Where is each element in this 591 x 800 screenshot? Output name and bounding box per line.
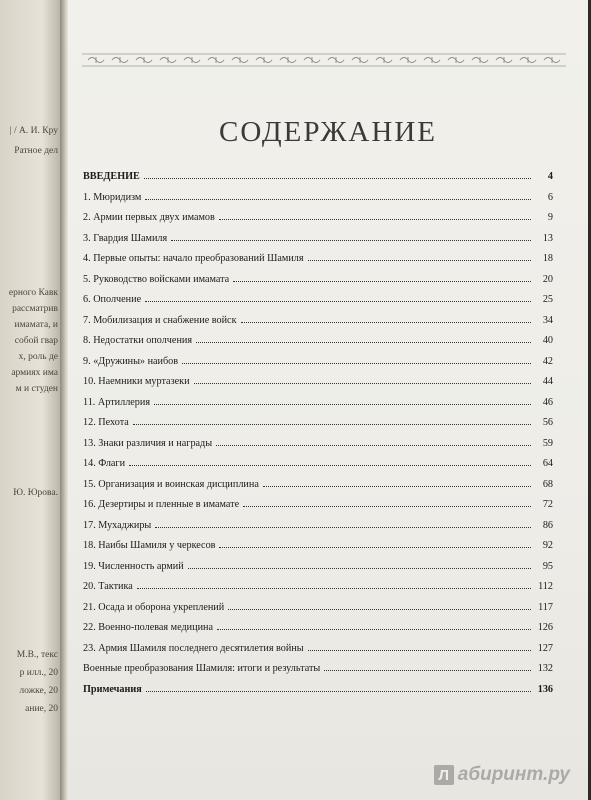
toc-entry-page-number: 112: [538, 581, 553, 592]
toc-entry-page-number: 9: [547, 212, 553, 223]
toc-entry-page-number: 86: [542, 519, 553, 531]
toc-entry-page-number: 72: [542, 499, 553, 510]
toc-leader-dots: [196, 342, 531, 343]
left-page-text-fragment: Ю. Юрова.: [13, 488, 58, 498]
toc-leader-dots: [216, 445, 531, 446]
ornament-motif: [112, 57, 128, 63]
toc-entry: [83, 681, 553, 695]
toc-entry-page-number: 18: [542, 253, 553, 264]
left-page-text-fragment: х, роль де: [18, 352, 58, 362]
toc-entry: [83, 619, 553, 633]
toc-entry: [83, 353, 553, 367]
toc-leader-dots: [324, 670, 531, 671]
ornament-motif: [256, 57, 272, 63]
watermark: [434, 764, 570, 786]
toc-entry-label: Примечания: [83, 683, 142, 695]
toc-entry-page-number: 13: [542, 232, 553, 244]
toc-entry-page-number: 95: [542, 560, 553, 572]
ornament-motif: [304, 57, 320, 63]
toc-entry: [83, 312, 553, 326]
ornament-motif: [376, 57, 392, 63]
toc-entry-page-number: 40: [542, 335, 553, 346]
toc-leader-dots: [154, 404, 531, 405]
toc-entry: [83, 168, 553, 182]
toc-entry-label: 7. Мобилизация и снабжение войск: [83, 314, 237, 326]
watermark-text: абиринт.ру: [457, 764, 570, 785]
toc-leader-dots: [182, 363, 531, 364]
toc-entry: [83, 578, 553, 592]
toc-leader-dots: [146, 691, 531, 692]
toc-entry-page-number: 42: [542, 355, 553, 367]
toc-leader-dots: [243, 506, 531, 507]
toc-leader-dots: [145, 199, 531, 200]
toc-entry: [83, 373, 553, 387]
toc-entry: [83, 189, 553, 203]
toc-entry-label: 5. Руководство войсками имамата: [83, 273, 230, 285]
toc-entry: [83, 250, 553, 264]
ornament-motif: [448, 57, 464, 63]
toc-entry-label: 13. Знаки различия и награды: [83, 437, 213, 449]
book-gutter: [60, 0, 68, 800]
toc-entry-label: 23. Армия Шамиля последнего десятилетия войны: [83, 642, 304, 654]
toc-leader-dots: [145, 301, 531, 302]
toc-leader-dots: [241, 322, 531, 323]
ornament-motif: [520, 57, 536, 63]
left-page-text-fragment: р илл., 20: [19, 668, 58, 678]
left-page-text-fragment: ание, 20: [25, 704, 58, 714]
toc-leader-dots: [144, 178, 531, 179]
toc-entry-label: 10. Наемники муртазеки: [83, 376, 190, 387]
toc-entry-page-number: 56: [542, 417, 553, 428]
left-page-text-fragment: рассматрив: [12, 304, 58, 314]
left-page-text-fragment: Ратное дел: [14, 146, 58, 156]
left-page-text-fragment: ерного Кавк: [8, 288, 58, 298]
left-page-text-fragment: м и студен: [15, 384, 58, 394]
toc-leader-dots: [308, 260, 531, 261]
toc-entry-page-number: 132: [537, 663, 553, 674]
toc-entry: [83, 660, 553, 674]
toc-entry: [83, 537, 553, 551]
toc-entry-page-number: 136: [537, 683, 553, 695]
toc-entry: [83, 230, 553, 244]
decorative-ornament-band: [82, 50, 566, 70]
toc-leader-dots: [217, 629, 531, 630]
ornament-motif: [184, 57, 200, 63]
toc-entry-label: ВВЕДЕНИЕ: [83, 171, 140, 182]
ornament-motif: [160, 57, 176, 63]
toc-entry: [83, 640, 553, 654]
toc-entry-label: 3. Гвардия Шамиля: [83, 232, 168, 244]
toc-entry-label: 11. Артиллерия: [83, 396, 151, 408]
toc-entry-label: 22. Военно-полевая медицина: [83, 622, 213, 633]
toc-leader-dots: [137, 588, 531, 589]
toc-entry-label: 9. «Дружины» наибов: [83, 355, 179, 367]
toc-entry-page-number: 126: [537, 622, 553, 633]
toc-entry-label: 19. Численность армий: [83, 560, 184, 572]
toc-entry-page-number: 44: [542, 376, 553, 387]
toc-leader-dots: [133, 424, 531, 425]
toc-entry-label: 8. Недостатки ополчения: [83, 335, 193, 346]
ornament-motif: [280, 57, 296, 63]
page-title: СОДЕРЖАНИЕ: [219, 116, 437, 148]
left-page-text-fragment: М.В., текс: [16, 650, 58, 660]
ornament-motif: [496, 57, 512, 63]
ornament-motif: [472, 57, 488, 63]
toc-entry-label: 20. Тактика: [83, 581, 133, 592]
toc-entry: [83, 455, 553, 469]
ornament-motif: [424, 57, 440, 63]
toc-leader-dots: [194, 383, 531, 384]
ornament-motif: [400, 57, 416, 63]
toc-leader-dots: [171, 240, 531, 241]
toc-entry-label: 16. Дезертиры и пленные в имамате: [83, 499, 240, 510]
ornament-motif: [352, 57, 368, 63]
toc-entry: [83, 599, 553, 613]
toc-leader-dots: [233, 281, 531, 282]
toc-entry-page-number: 20: [542, 273, 553, 285]
ornament-motif: [88, 57, 104, 63]
toc-entry-page-number: 64: [542, 458, 553, 469]
toc-leader-dots: [228, 609, 531, 610]
left-page-edge: [0, 0, 60, 800]
toc-leader-dots: [308, 650, 531, 651]
toc-leader-dots: [129, 465, 531, 466]
toc-entry-label: 2. Армии первых двух имамов: [83, 212, 215, 223]
toc-entry-page-number: 4: [547, 171, 553, 182]
toc-entry-label: 17. Мухаджиры: [83, 519, 152, 531]
toc-leader-dots: [219, 219, 531, 220]
toc-entry-page-number: 34: [542, 314, 553, 326]
toc-entry-label: 6. Ополчение: [83, 294, 142, 305]
toc-leader-dots: [155, 527, 531, 528]
ornament-motif: [544, 57, 560, 63]
labirint-logo: Л: [434, 765, 454, 785]
toc-entry-page-number: 25: [542, 294, 553, 305]
toc-entry-label: 4. Первые опыты: начало преобразований Шамиля: [83, 253, 304, 264]
toc-entry-label: Военные преобразования Шамиля: итоги и результаты: [83, 663, 321, 674]
left-page-text-fragment: собой гвар: [14, 336, 58, 346]
toc-entry: [83, 414, 553, 428]
toc-entry-page-number: 117: [538, 601, 553, 613]
contents-page: [68, 0, 588, 800]
toc-entry: [83, 291, 553, 305]
toc-entry-page-number: 59: [542, 437, 553, 449]
ornament-motif: [328, 57, 344, 63]
toc-entry: [83, 209, 553, 223]
toc-entry: [83, 394, 553, 408]
left-page-text-fragment: имамата, и: [14, 320, 58, 330]
ornament-motif: [232, 57, 248, 63]
toc-entry-label: 12. Пехота: [83, 417, 129, 428]
toc-entry: [83, 271, 553, 285]
toc-entry-page-number: 68: [542, 478, 553, 490]
toc-leader-dots: [219, 547, 531, 548]
toc-entry-label: 1. Мюридизм: [83, 191, 142, 203]
left-page-text-fragment: ложке, 20: [19, 686, 58, 696]
ornament-motif: [136, 57, 152, 63]
toc-entry-page-number: 46: [542, 396, 553, 408]
toc-entry: [83, 476, 553, 490]
toc-entry-page-number: 127: [537, 642, 553, 654]
toc-entry: [83, 558, 553, 572]
toc-leader-dots: [188, 568, 531, 569]
left-page-text-fragment: | / А. И. Кру: [9, 126, 58, 136]
toc-leader-dots: [263, 486, 531, 487]
toc-entry-label: 15. Организация и воинская дисциплина: [83, 478, 259, 490]
toc-entry: [83, 435, 553, 449]
left-page-text-fragment: армиях има: [11, 368, 58, 378]
toc-entry-label: 14. Флаги: [83, 458, 126, 469]
toc-entry-page-number: 92: [542, 540, 553, 551]
ornament-motif: [208, 57, 224, 63]
toc-entry: [83, 496, 553, 510]
toc-entry: [83, 332, 553, 346]
toc-entry-label: 18. Наибы Шамиля у черкесов: [83, 540, 216, 551]
toc-entry-page-number: 6: [547, 191, 553, 203]
toc-entry: [83, 517, 553, 531]
toc-entry-label: 21. Осада и оборона укреплений: [83, 601, 225, 613]
